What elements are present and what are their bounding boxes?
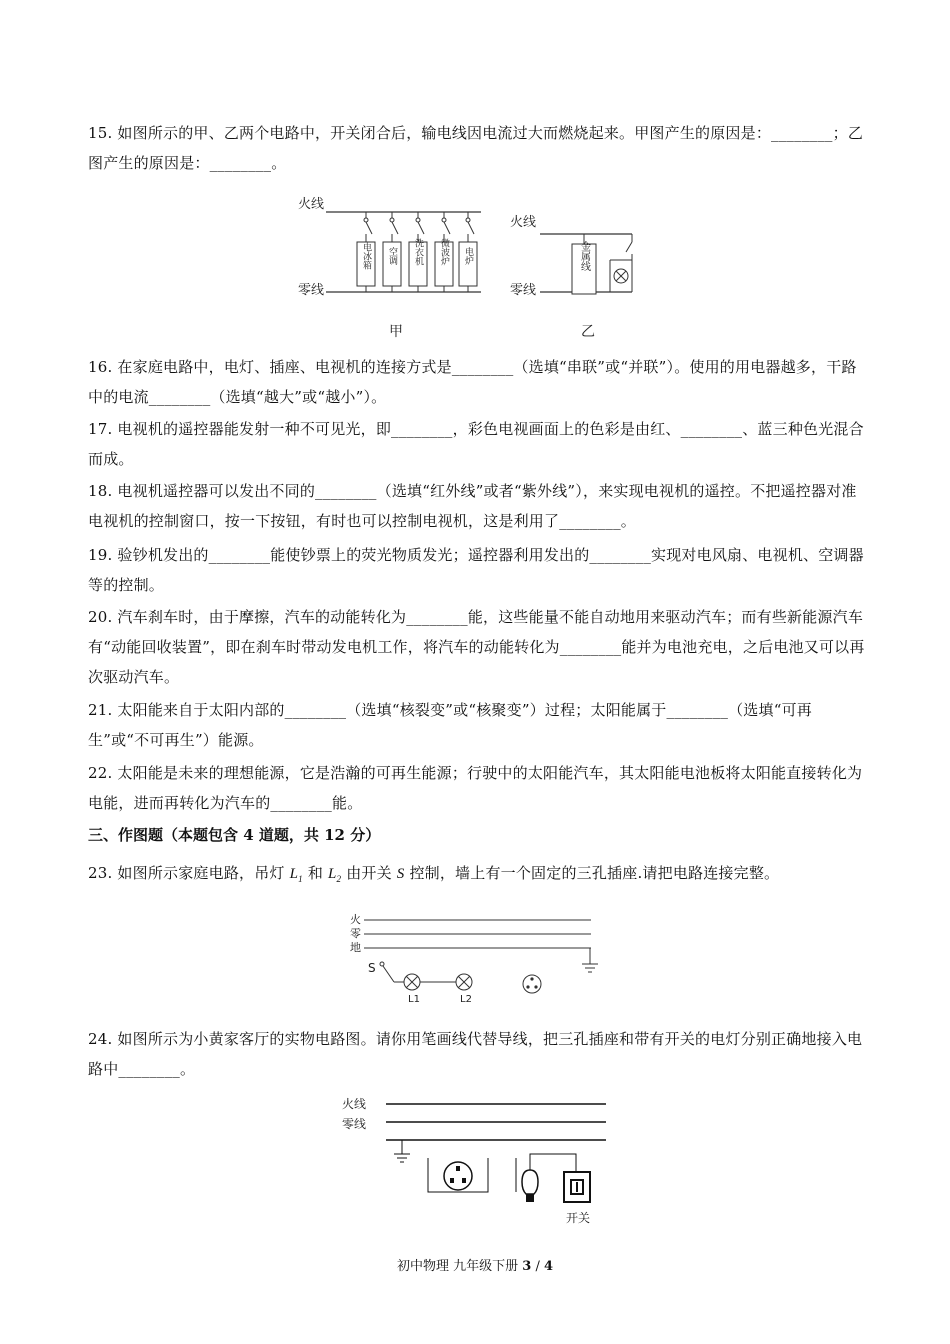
figure-15 [296,190,636,340]
yi-live-label: 火线 [510,215,537,230]
switch-label: 开关 [566,1211,591,1225]
yi-caption: 乙 [581,324,595,340]
question-15: 15. 如图所示的甲、乙两个电路中，开关闭合后，输电线因电流过大而燃烧起来。甲图产生的原因是：________；乙图产生的原因是：________。 [88,124,864,172]
yi-neutral-label: 零线 [510,283,537,298]
metal-wire-label: 金属线 [578,241,590,271]
earth-label: 地 [350,941,361,954]
appliance-label-2: 空调 [387,247,397,265]
neutral-wire-label: 零线 [342,1117,367,1131]
appliance-label-5: 电炉 [463,247,473,265]
question-23: 23. 如图所示家庭电路，吊灯 $L_1$ 和 $L_2$ 由开关 S 控制，墙上有一个固定的三孔插座.请把电路连接完整。 [88,864,780,884]
switch-label: S [368,961,376,975]
page-footer [0,1255,950,1274]
question-16: 16. 在家庭电路中，电灯、插座、电视机的连接方式是________（选填“串联”或“并联”）。使用的用电器越多，干路中的电流________（选填“越大”或“越小”）。 [88,358,857,406]
switch-icon [383,966,394,982]
figure-24 [340,1092,620,1232]
lamp-l2-label: L2 [460,994,472,1005]
question-21: 21. 太阳能来自于太阳内部的________（选填“核裂变”或“核聚变”）过程；太阳能属于________（选填“可再生”或“不可再生”）能源。 [88,701,812,749]
question-22: 22. 太阳能是未来的理想能源，它是浩瀚的可再生能源；行驶中的太阳能汽车，其太阳能电池板将太阳能直接转化为电能，进而再转化为汽车的________能。 [88,764,863,812]
question-20: 20. 汽车刹车时，由于摩擦，汽车的动能转化为________能，这些能量不能自动地用来驱动汽车；而有些新能源汽车有“动能回收装置”，即在刹车时带动发电机工作，将汽车的动能转化为________能并为电池充电，之后电池又可以再次驱动汽车。 [88,608,865,686]
question-17: 17. 电视机的遥控器能发射一种不可见光，即________，彩色电视画面上的色彩是由红、________、蓝三种色光混合而成。 [88,420,864,468]
appliance-label-1: 电冰箱 [361,242,371,270]
jia-neutral-label: 零线 [298,283,325,298]
lamp-l1-label: L1 [408,994,420,1005]
question-18: 18. 电视机遥控器可以发出不同的________（选填“红外线”或者“紫外线”），来实现电视机的遥控。不把遥控器对准电视机的控制窗口，按一下按钮，有时也可以控制电视机，这是利用了________。 [88,482,857,530]
jia-appliances [357,212,477,292]
bulb-icon [522,1170,538,1194]
jia-caption: 甲 [389,324,403,340]
footer-sep: / [531,1259,544,1274]
live-wire-label: 火线 [342,1097,367,1111]
footer-total: 4 [543,1259,554,1274]
footer-page: 3 [522,1259,532,1274]
footer-title: 初中物理 九年级下册 [396,1259,519,1274]
appliance-label-4: 微波炉 [439,238,449,266]
neutral-label: 零 [350,927,361,940]
question-24: 24. 如图所示为小黄家客厅的实物电路图。请你用笔画线代替导线，把三孔插座和带有开关的电灯分别正确地接入电路中________。 [88,1030,863,1078]
question-19: 19. 验钞机发出的________能使钞票上的荧光物质发光；遥控器利用发出的________实现对电风扇、电视机、空调器等的控制。 [88,546,864,594]
section-3-title: 三、作图题（本题包含 4 道题，共 12 分） [88,826,381,844]
appliance-label-3: 洗衣机 [413,238,423,266]
figure-23 [346,906,606,1006]
jia-live-label: 火线 [298,197,325,212]
live-label: 火 [350,913,361,926]
